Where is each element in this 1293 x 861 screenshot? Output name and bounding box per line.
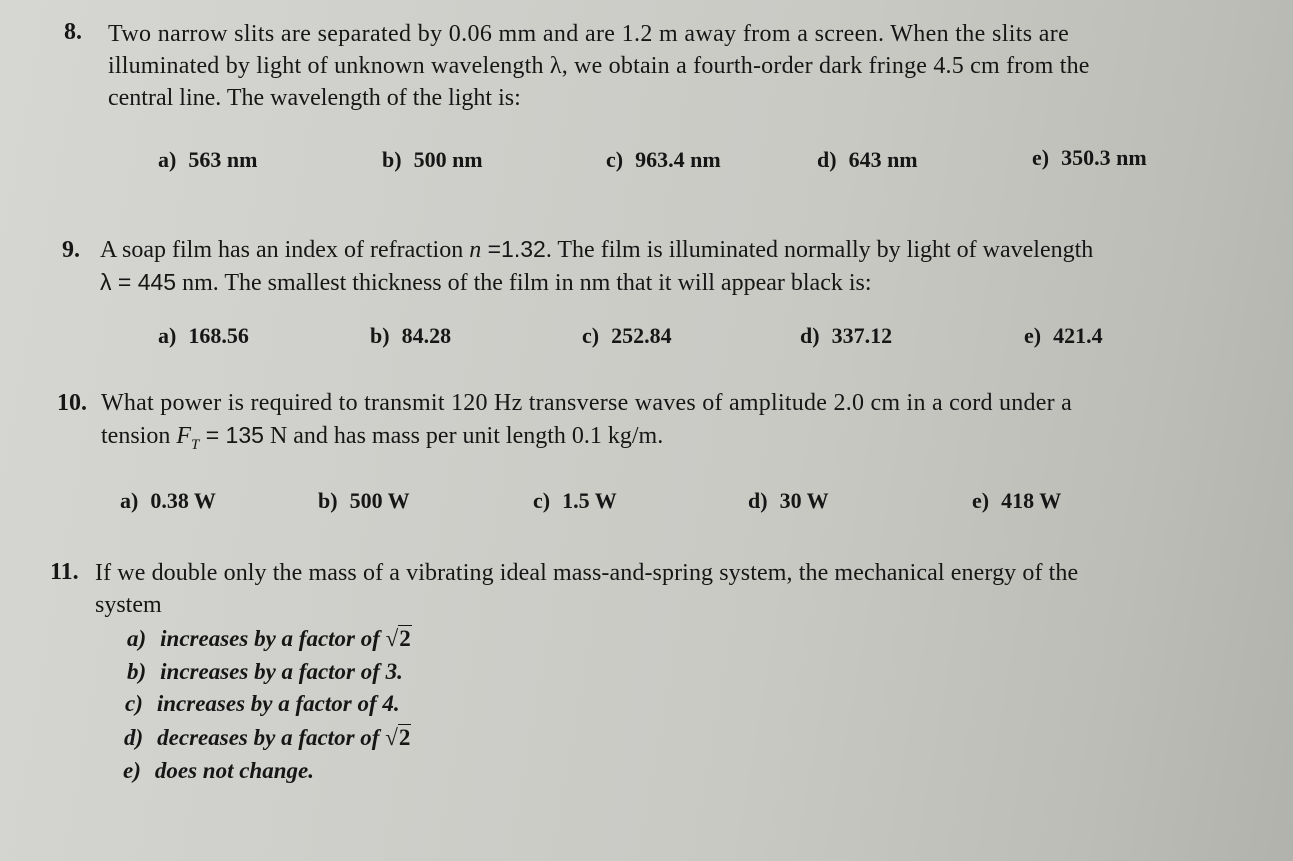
choice-label: a): [158, 147, 177, 172]
stem-text: tension: [101, 423, 177, 449]
choice-text: decreases by a factor of: [157, 725, 386, 750]
choice-text: increases by a factor of: [160, 626, 386, 651]
question-stem: [100, 233, 1093, 299]
question-number: 9.: [62, 237, 80, 263]
radicand: 2: [398, 725, 411, 750]
choice-e[interactable]: [1032, 145, 1147, 171]
tension-value: = 135: [199, 422, 264, 448]
choice-a[interactable]: [158, 323, 249, 349]
question-stem: [108, 18, 1090, 114]
radical-sign: √: [385, 626, 399, 651]
choice-e[interactable]: [972, 488, 1061, 514]
choice-text: does not change.: [154, 758, 314, 783]
choice-a[interactable]: [158, 147, 257, 173]
choice-label: d): [124, 725, 144, 750]
choice-text: 168.56: [188, 323, 249, 348]
square-root-two: [386, 625, 412, 651]
choice-e[interactable]: [1024, 323, 1103, 349]
choice-label: a): [158, 323, 177, 348]
choice-label: b): [318, 488, 338, 513]
choice-c[interactable]: [125, 691, 400, 717]
choice-label: e): [123, 758, 141, 783]
choice-label: c): [582, 323, 600, 348]
stem-text: A soap film has an index of refraction: [100, 237, 470, 263]
question-number: 8.: [64, 19, 82, 45]
question-stem: [95, 557, 1078, 621]
choice-text: 252.84: [611, 323, 672, 348]
radical-sign: √: [385, 725, 398, 750]
choice-text: 563 nm: [188, 147, 258, 172]
stem-text: nm. The smallest thickness of the film in nm that it will appear black is:: [176, 270, 872, 296]
stem-line: What power is required to transmit 120 Hz transverse waves of amplitude 2.0 cm in a cord under a: [101, 390, 1073, 416]
refraction-index-value: =1.32: [481, 236, 546, 262]
choice-label: e): [1024, 323, 1042, 348]
stem-text: N and has mass per unit length 0.1 kg/m.: [263, 423, 664, 449]
choice-c[interactable]: [533, 488, 617, 514]
choice-text: 1.5 W: [562, 488, 617, 513]
choice-text: 963.4 nm: [635, 147, 721, 172]
question-stem: [101, 387, 1072, 461]
choice-d[interactable]: [748, 488, 829, 514]
tension-subscript: T: [191, 437, 200, 453]
stem-line: Two narrow slits are separated by 0.06 mm and are 1.2 m away from a screen. When the slits are: [108, 21, 1070, 47]
choice-a[interactable]: [127, 626, 412, 652]
choice-b[interactable]: [370, 323, 451, 349]
choice-d[interactable]: [817, 147, 918, 173]
tension-variable: F: [176, 423, 191, 449]
choice-d[interactable]: [800, 323, 892, 349]
refraction-index-variable: n: [469, 237, 482, 263]
choice-label: b): [370, 323, 390, 348]
choice-label: e): [972, 488, 990, 513]
choice-text: 643 nm: [848, 147, 918, 172]
wavelength-value: λ = 445: [100, 269, 177, 295]
choice-label: e): [1032, 145, 1050, 170]
stem-text: . The film is illuminated normally by light of wavelength: [545, 237, 1094, 263]
choice-text: 421.4: [1053, 323, 1103, 348]
choice-a[interactable]: [120, 488, 216, 514]
choice-d[interactable]: [124, 725, 411, 751]
choice-text: 0.38 W: [150, 488, 216, 513]
choice-text: increases by a factor of 4.: [156, 691, 400, 716]
choice-c[interactable]: [606, 147, 721, 173]
square-root-two: [385, 724, 411, 750]
choice-label: b): [382, 147, 402, 172]
choice-label: d): [748, 488, 768, 513]
choice-b[interactable]: [318, 488, 410, 514]
choice-c[interactable]: [582, 323, 672, 349]
choice-b[interactable]: [382, 147, 483, 173]
stem-line: system: [95, 592, 162, 618]
choice-text: 84.28: [401, 323, 452, 348]
choice-label: c): [606, 147, 624, 172]
stem-line: [100, 266, 1093, 299]
choice-label: d): [800, 323, 820, 348]
question-number: 10.: [57, 390, 87, 416]
choice-text: 500 nm: [413, 147, 483, 172]
choice-text: 418 W: [1001, 488, 1062, 513]
radicand: 2: [399, 626, 411, 651]
choice-label: c): [533, 488, 551, 513]
choice-text: 350.3 nm: [1061, 145, 1147, 170]
choice-text: 500 W: [349, 488, 410, 513]
choice-label: a): [127, 626, 147, 651]
choice-text: increases by a factor of 3.: [160, 659, 403, 684]
stem-line: central line. The wavelength of the light is:: [108, 85, 521, 111]
choice-label: a): [120, 488, 139, 513]
stem-line: If we double only the mass of a vibrating ideal mass-and-spring system, the mechanical energy of the: [95, 560, 1079, 586]
stem-line: illuminated by light of unknown wavelength λ, we obtain a fourth-order dark fringe 4.5 cm from the: [108, 53, 1090, 79]
stem-line: [100, 233, 1093, 266]
choice-text: 337.12: [831, 323, 893, 348]
stem-line: [101, 419, 1072, 461]
choice-b[interactable]: [127, 659, 403, 685]
choice-text: 30 W: [779, 488, 829, 513]
question-number: 11.: [50, 559, 79, 585]
choice-e[interactable]: [123, 758, 314, 784]
choice-label: d): [817, 147, 837, 172]
choice-label: b): [127, 659, 147, 684]
choice-label: c): [125, 691, 143, 716]
